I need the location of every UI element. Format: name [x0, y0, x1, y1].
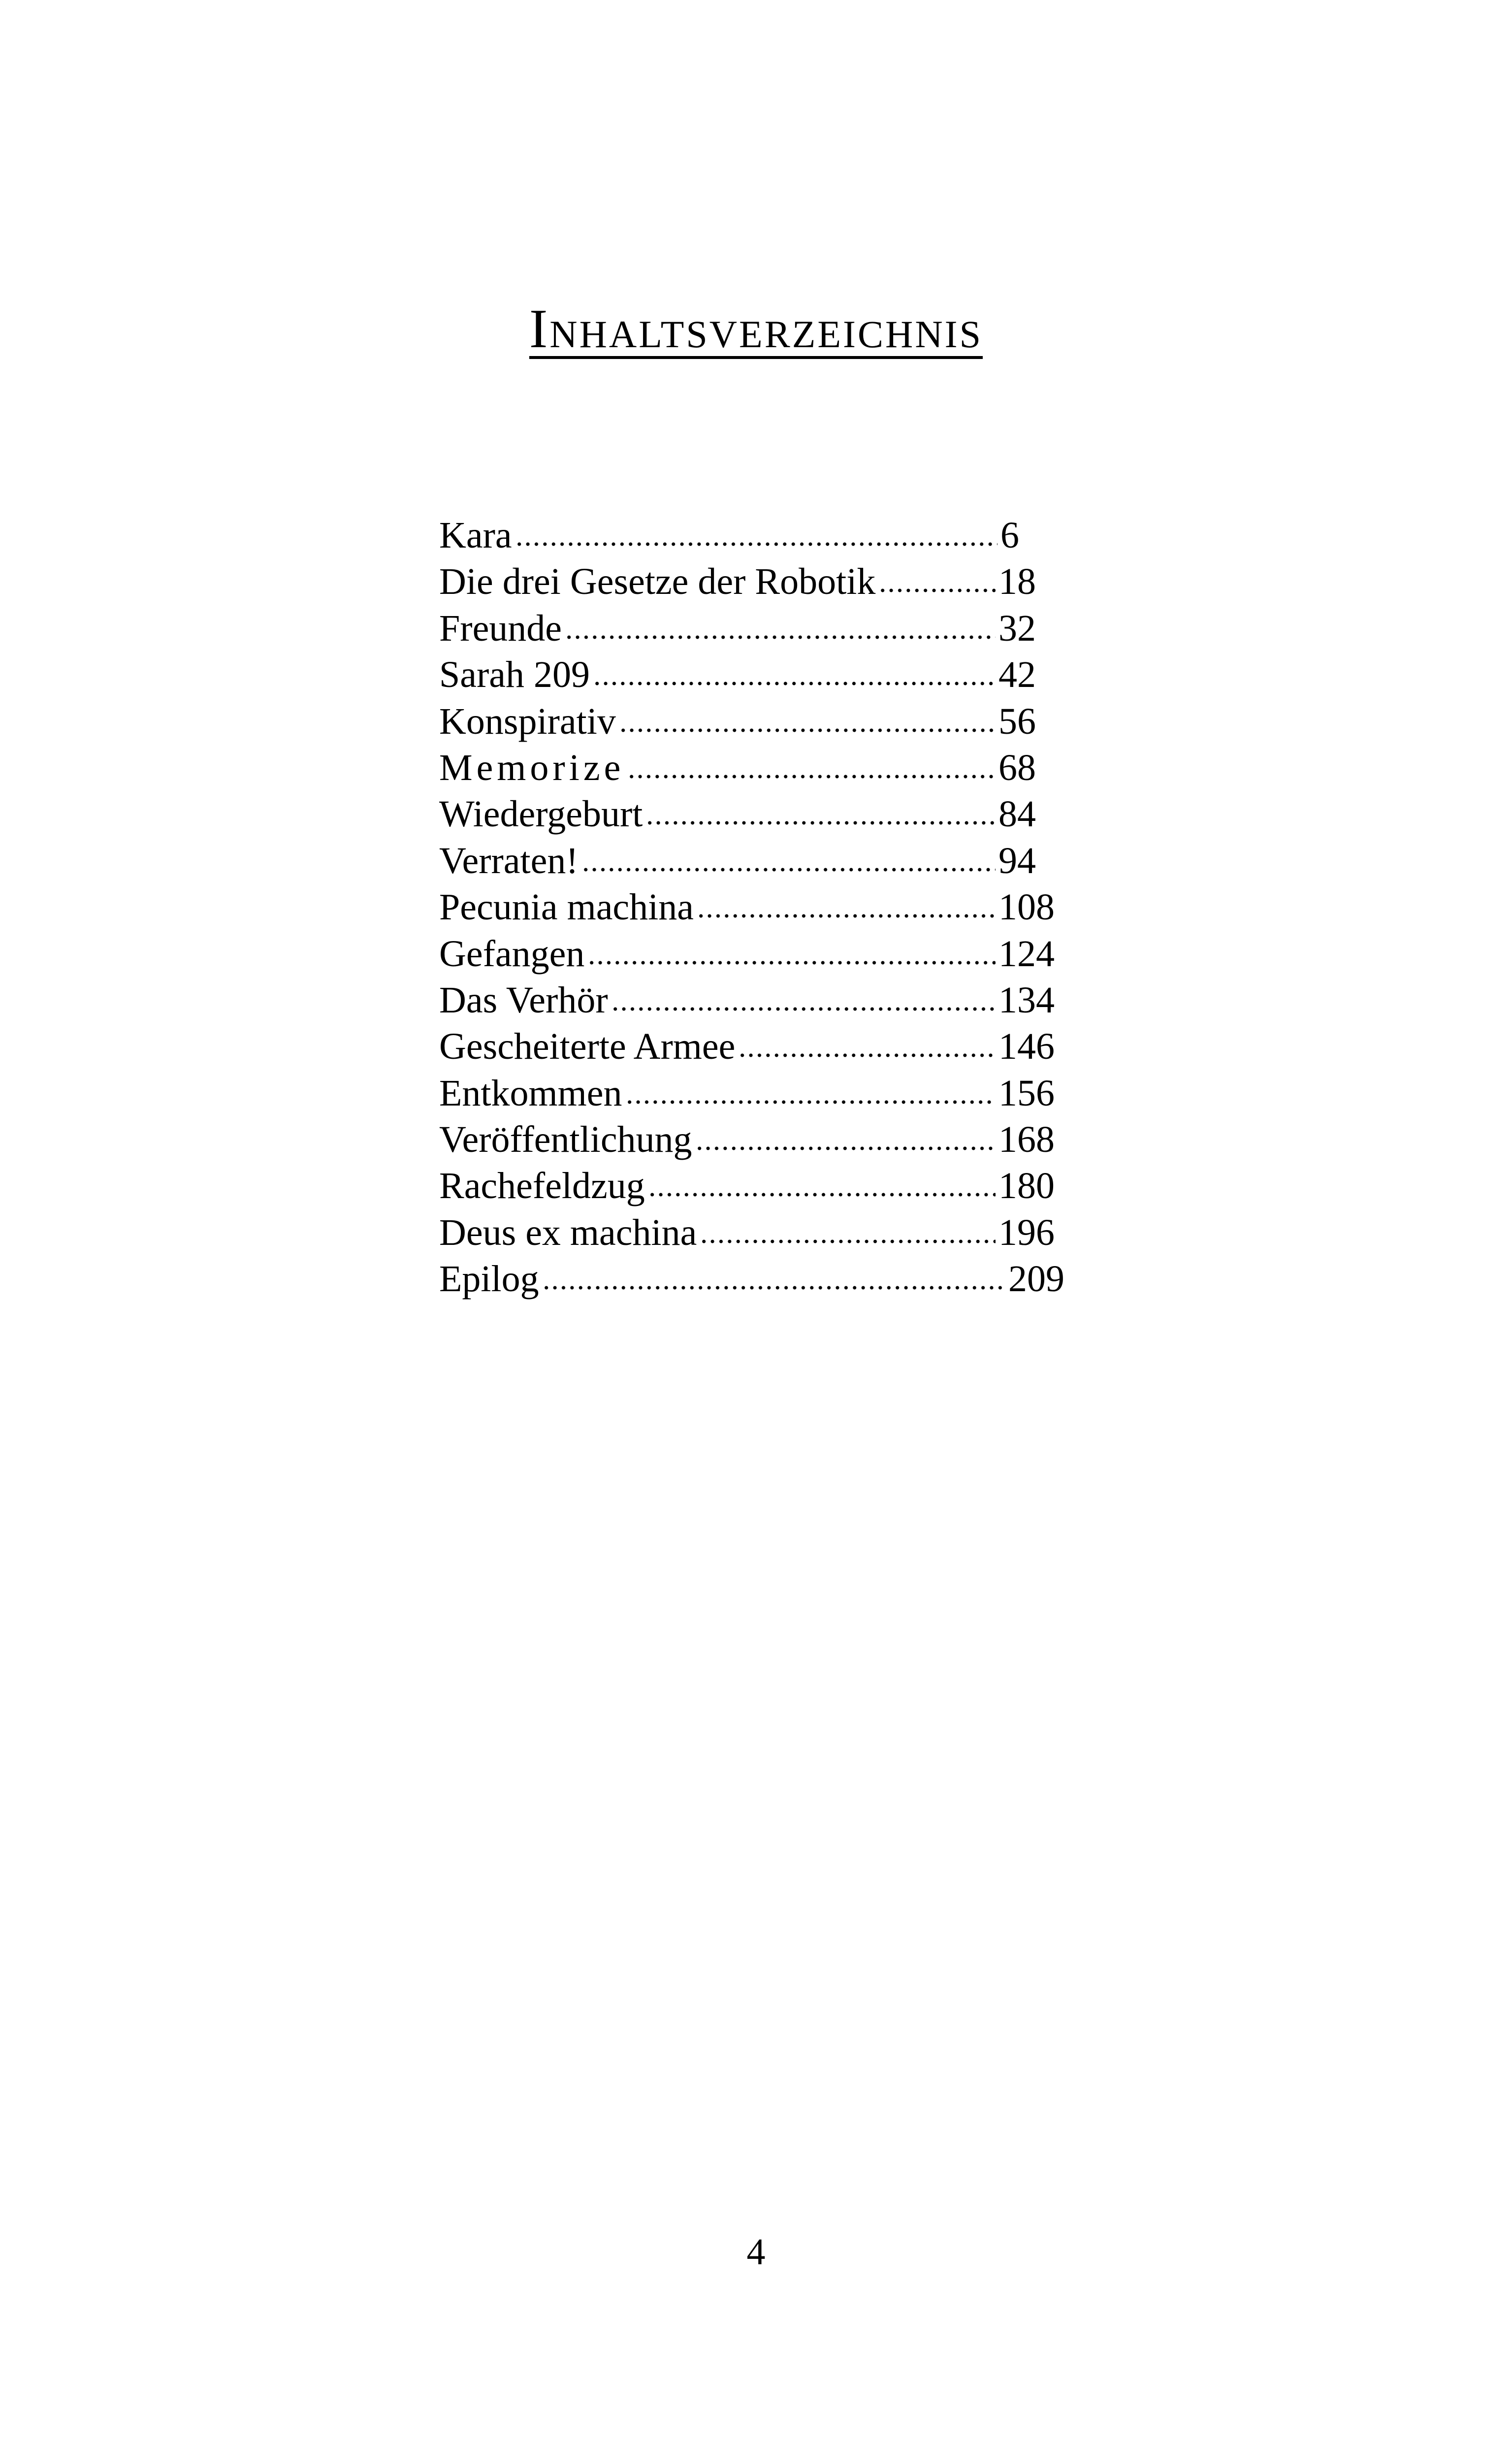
- toc-entry-page: 156: [998, 1072, 1055, 1114]
- toc-entry-title: Deus ex machina: [439, 1211, 697, 1253]
- toc-entry-title: Sarah 209: [439, 654, 590, 696]
- dot-leader: [593, 680, 996, 687]
- toc-entry-title: Die drei Gesetze der Robotik: [439, 561, 876, 603]
- toc-entry-title: Entkommen: [439, 1072, 622, 1114]
- toc-entry-veroeffentlichung: [439, 1116, 1055, 1163]
- toc-entry-entkommen: [439, 1070, 1055, 1116]
- toc-entry-page: 68: [998, 747, 1036, 788]
- toc-entry-page: 180: [998, 1165, 1055, 1207]
- dot-leader: [515, 541, 997, 548]
- toc-entry-title: Verraten!: [439, 840, 579, 881]
- table-of-contents: [439, 512, 1064, 1303]
- toc-entry-page: 124: [998, 933, 1055, 975]
- toc-entry-rachefeldzug: [439, 1163, 1055, 1209]
- dot-leader: [700, 1238, 996, 1245]
- toc-entry-memorize: [439, 745, 1036, 791]
- dot-leader: [565, 634, 996, 641]
- toc-entry-deus-ex-machina: [439, 1209, 1055, 1256]
- toc-entry-epilog: [439, 1256, 1064, 1302]
- dot-leader: [542, 1284, 1005, 1291]
- page-number: 4: [746, 2231, 766, 2273]
- toc-entry-title: Wiedergeburt: [439, 793, 643, 835]
- toc-entry-page: 146: [998, 1026, 1055, 1068]
- dot-leader: [648, 1191, 996, 1198]
- toc-entry-title: Freunde: [439, 607, 562, 649]
- page-title: [0, 298, 1512, 359]
- toc-entry-das-verhoer: [439, 977, 1055, 1023]
- toc-entry-title: Epilog: [439, 1258, 539, 1300]
- toc-entry-page: 134: [998, 979, 1055, 1021]
- toc-entry-page: 168: [998, 1119, 1055, 1161]
- toc-entry-title: Gescheiterte Armee: [439, 1026, 736, 1068]
- toc-entry-page: 84: [998, 793, 1036, 835]
- toc-entry-freunde: [439, 605, 1036, 651]
- toc-entry-title: Memorize: [439, 747, 625, 788]
- toc-entry-page: 209: [1008, 1258, 1064, 1300]
- toc-entry-die-drei-gesetze-der-robotik: [439, 558, 1036, 605]
- toc-entry-kara: [439, 512, 1019, 558]
- toc-entry-title: Kara: [439, 515, 512, 556]
- dot-leader: [878, 587, 996, 594]
- toc-entry-title: Konspirativ: [439, 700, 616, 742]
- dot-leader: [625, 1099, 996, 1106]
- dot-leader: [611, 1006, 996, 1012]
- toc-entry-page: 108: [998, 886, 1055, 928]
- dot-leader: [587, 959, 996, 966]
- toc-entry-title: Rachefeldzug: [439, 1165, 645, 1207]
- toc-entry-page: 196: [998, 1211, 1055, 1253]
- toc-entry-wiedergeburt: [439, 791, 1036, 837]
- toc-entry-title: Veröffentlichung: [439, 1119, 692, 1161]
- toc-entry-sarah-209: [439, 651, 1036, 698]
- toc-entry-page: 56: [998, 700, 1036, 742]
- toc-entry-verraten: [439, 838, 1036, 884]
- page-title-text: Inhaltsverzeichnis: [529, 298, 983, 359]
- toc-entry-page: 42: [998, 654, 1036, 696]
- dot-leader: [695, 1145, 996, 1152]
- dot-leader: [619, 727, 996, 734]
- dot-leader: [581, 866, 996, 873]
- dot-leader: [697, 912, 996, 919]
- toc-entry-page: 32: [998, 607, 1036, 649]
- dot-leader: [627, 773, 996, 780]
- toc-entry-gescheiterte-armee: [439, 1023, 1055, 1070]
- toc-entry-title: Pecunia machina: [439, 886, 694, 928]
- toc-entry-title: Gefangen: [439, 933, 585, 975]
- toc-entry-page: 18: [998, 561, 1036, 603]
- toc-entry-gefangen: [439, 931, 1055, 977]
- toc-entry-page: 94: [998, 840, 1036, 881]
- dot-leader: [738, 1052, 996, 1059]
- toc-entry-title: Das Verhör: [439, 979, 608, 1021]
- toc-entry-page: 6: [1000, 515, 1019, 556]
- toc-entry-konspirativ: [439, 698, 1036, 745]
- toc-entry-pecunia-machina: [439, 884, 1055, 930]
- dot-leader: [645, 819, 996, 826]
